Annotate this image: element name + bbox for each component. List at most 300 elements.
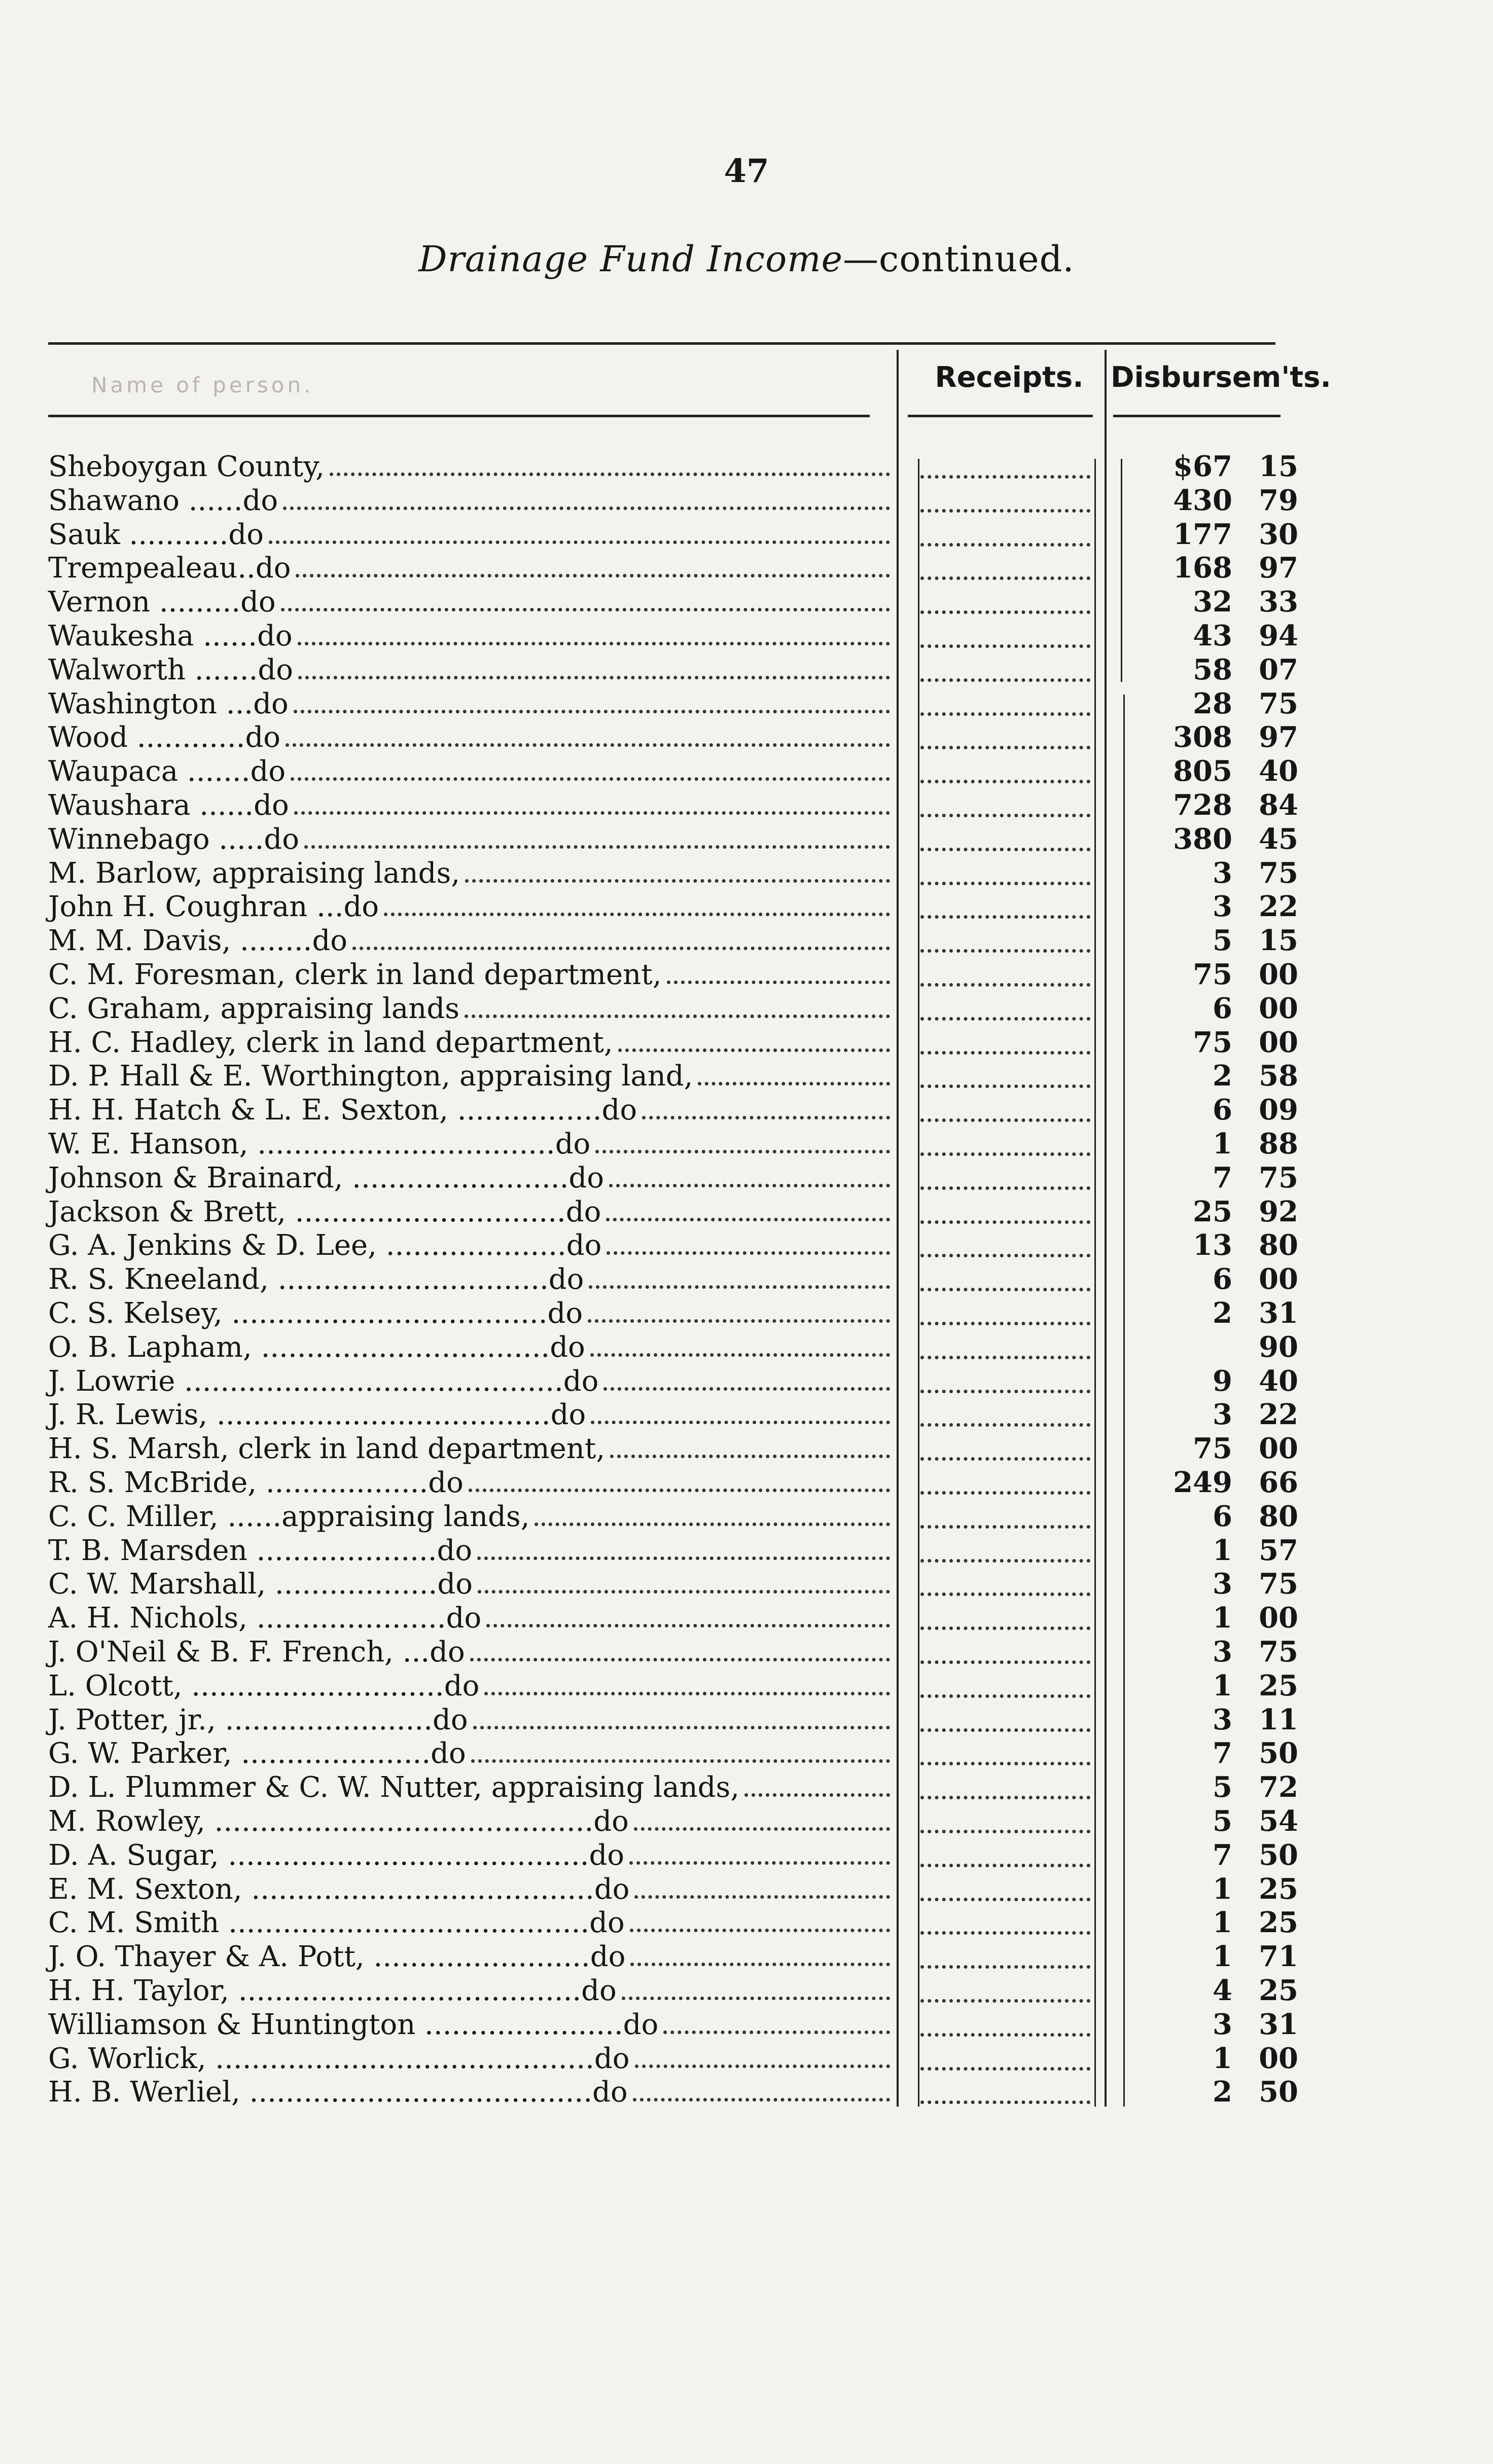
ledger-entry bbox=[48, 1973, 890, 2007]
amount-cents: 75 bbox=[1259, 1161, 1298, 1194]
entry-name: J. O'Neil & B. F. French, ...do bbox=[48, 1636, 465, 1669]
entry-name: E. M. Sexton, ......................................do bbox=[48, 1873, 630, 1906]
receipts-dot-leader bbox=[920, 1999, 1090, 2003]
amount-cents: 84 bbox=[1259, 788, 1298, 822]
entry-name: John H. Coughran ...do bbox=[48, 890, 379, 923]
entry-name: O. B. Lapham, ................................do bbox=[48, 1331, 585, 1364]
amount-dollars: 28 bbox=[1193, 687, 1232, 720]
header-rule-names bbox=[48, 415, 870, 417]
receipts-dot-leader bbox=[920, 1626, 1090, 1630]
entry-name: Vernon .........do bbox=[48, 586, 276, 619]
ledger-entry bbox=[48, 1837, 890, 1872]
entry-name: Waushara ......do bbox=[48, 789, 289, 822]
entry-name: Washington ...do bbox=[48, 687, 289, 720]
entry-name: C. C. Miller, ......appraising lands, bbox=[48, 1500, 530, 1533]
dot-leader bbox=[465, 879, 890, 883]
amount-dollars: 249 bbox=[1173, 1466, 1232, 1499]
receipts-dot-leader bbox=[920, 1762, 1090, 1765]
ledger-entry bbox=[48, 1871, 890, 1906]
disbursement-amount bbox=[1126, 1533, 1319, 1567]
amount-dollars: 3 bbox=[1213, 1567, 1232, 1601]
disbursement-amount bbox=[1126, 1261, 1319, 1296]
amount-dollars: 32 bbox=[1193, 585, 1232, 619]
amount-dollars: $67 bbox=[1173, 450, 1232, 483]
disbursement-amount bbox=[1126, 2007, 1319, 2041]
amount-dollars: 1 bbox=[1213, 1534, 1232, 1567]
ledger-entry bbox=[48, 991, 890, 1025]
page-title-italic: Drainage Fund Income bbox=[418, 238, 843, 280]
ledger-entry bbox=[48, 1939, 890, 1973]
ledger-entry bbox=[48, 889, 890, 923]
amount-cents: 40 bbox=[1259, 1364, 1298, 1398]
ledger-entry bbox=[48, 1803, 890, 1838]
disbursement-amount bbox=[1126, 1194, 1319, 1228]
amount-cents: 75 bbox=[1259, 1635, 1298, 1669]
dot-leader bbox=[473, 1726, 890, 1729]
receipts-dot-leader bbox=[920, 1322, 1090, 1325]
amount-cents: 79 bbox=[1259, 484, 1298, 517]
receipts-dot-leader bbox=[920, 1525, 1090, 1529]
receipts-dot-leader bbox=[920, 576, 1090, 580]
dot-leader bbox=[330, 473, 890, 476]
receipts-dot-leader bbox=[920, 1898, 1090, 1901]
ledger-entry bbox=[48, 686, 890, 720]
disbursement-amount bbox=[1126, 1769, 1319, 1804]
column-divider-receipts-right bbox=[1105, 350, 1107, 2107]
ledger-entry bbox=[48, 1769, 890, 1804]
amount-cents: 97 bbox=[1259, 720, 1298, 754]
ledger-entry bbox=[48, 855, 890, 890]
amount-dollars: 6 bbox=[1213, 992, 1232, 1025]
receipts-dot-leader bbox=[920, 678, 1090, 682]
header-rule-disbursements bbox=[1113, 415, 1281, 417]
entry-name: C. M. Smith ........................................do bbox=[48, 1906, 625, 1939]
amount-cents: 00 bbox=[1259, 1026, 1298, 1059]
receipts-dot-leader bbox=[920, 1017, 1090, 1021]
amount-cents: 97 bbox=[1259, 551, 1298, 585]
dot-leader bbox=[589, 1285, 890, 1289]
amount-dollars: 25 bbox=[1193, 1195, 1232, 1228]
ledger-entry bbox=[48, 1160, 890, 1194]
disbursement-amount bbox=[1126, 1363, 1319, 1398]
page-title-continued: —continued. bbox=[843, 238, 1075, 280]
entry-name: M. Rowley, ..........................................do bbox=[48, 1805, 629, 1838]
receipts-inner-rule-left bbox=[918, 459, 919, 2107]
disbursement-amount bbox=[1126, 1600, 1319, 1635]
dot-leader bbox=[477, 1556, 890, 1560]
dot-leader bbox=[298, 642, 890, 645]
amount-cents: 00 bbox=[1259, 1601, 1298, 1635]
ledger-entry bbox=[48, 719, 890, 754]
receipts-dot-leader bbox=[920, 983, 1090, 987]
disbursement-amount bbox=[1126, 1397, 1319, 1431]
disbursement-amount bbox=[1126, 1092, 1319, 1127]
disbursement-amount bbox=[1126, 1905, 1319, 1939]
ledger-entry bbox=[48, 1295, 890, 1330]
disbursement-amount bbox=[1126, 1126, 1319, 1161]
amount-dollars: 1 bbox=[1213, 1127, 1232, 1161]
entry-name: Jackson & Brett, ..............................do bbox=[48, 1195, 601, 1228]
receipts-dot-leader bbox=[920, 1152, 1090, 1156]
amount-dollars: 6 bbox=[1213, 1093, 1232, 1127]
disbursement-amount bbox=[1126, 686, 1319, 720]
amount-dollars: 3 bbox=[1213, 856, 1232, 890]
dot-leader bbox=[609, 1184, 890, 1187]
receipts-dot-leader bbox=[920, 1559, 1090, 1563]
amount-cents: 33 bbox=[1259, 585, 1298, 619]
amount-cents: 50 bbox=[1259, 2075, 1298, 2109]
dot-leader bbox=[642, 1116, 890, 1119]
amount-dollars: 75 bbox=[1193, 958, 1232, 991]
disbursement-amount bbox=[1126, 1431, 1319, 1465]
dot-leader bbox=[352, 947, 890, 950]
disbursement-amount bbox=[1126, 1160, 1319, 1194]
entry-name: Winnebago .....do bbox=[48, 823, 299, 856]
dot-leader bbox=[281, 608, 890, 611]
amount-dollars: 7 bbox=[1213, 1736, 1232, 1770]
receipts-dot-leader bbox=[920, 1356, 1090, 1359]
disbursement-amount bbox=[1126, 821, 1319, 856]
ledger-entry bbox=[48, 787, 890, 822]
entry-name: L. Olcott, ............................do bbox=[48, 1670, 480, 1702]
amount-cents: 50 bbox=[1259, 1736, 1298, 1770]
entry-name: C. M. Foresman, clerk in land department, bbox=[48, 958, 662, 991]
disbursement-amount bbox=[1126, 1499, 1319, 1533]
dot-leader bbox=[629, 1861, 890, 1865]
disbursement-amount bbox=[1126, 2074, 1319, 2109]
ledger-entry bbox=[48, 1431, 890, 1465]
disbursements-bracket-lower bbox=[1123, 695, 1125, 2107]
column-divider-receipts-left bbox=[897, 350, 899, 2107]
receipts-dot-leader bbox=[920, 1457, 1090, 1461]
amount-dollars: 43 bbox=[1193, 619, 1232, 653]
disbursement-amount bbox=[1126, 1329, 1319, 1364]
dot-leader bbox=[635, 2064, 891, 2068]
ledger-entry bbox=[48, 1363, 890, 1398]
amount-cents: 22 bbox=[1259, 1398, 1298, 1431]
disbursement-amount bbox=[1126, 517, 1319, 551]
ledger-entry bbox=[48, 1668, 890, 1702]
dot-leader bbox=[591, 1421, 890, 1424]
entry-name: Sheboygan County, bbox=[48, 450, 325, 483]
amount-dollars: 9 bbox=[1213, 1364, 1232, 1398]
amount-cents: 75 bbox=[1259, 856, 1298, 890]
ledger-entry bbox=[48, 1261, 890, 1296]
amount-cents: 00 bbox=[1259, 958, 1298, 991]
disbursement-amount bbox=[1126, 1871, 1319, 1906]
dot-leader bbox=[384, 913, 890, 916]
disbursement-amount bbox=[1126, 855, 1319, 890]
ledger-entry bbox=[48, 1058, 890, 1093]
ledger-entry bbox=[48, 1735, 890, 1770]
amount-cents: 15 bbox=[1259, 450, 1298, 483]
disbursement-amount bbox=[1126, 1465, 1319, 1499]
faded-column-heading: Name of person. bbox=[91, 373, 314, 397]
entry-name: J. R. Lewis, .....................................do bbox=[48, 1398, 586, 1431]
amount-cents: 22 bbox=[1259, 890, 1298, 923]
amount-dollars: 13 bbox=[1193, 1228, 1232, 1262]
disbursement-amount bbox=[1126, 618, 1319, 653]
amount-cents: 25 bbox=[1259, 1974, 1298, 2007]
receipts-dot-leader bbox=[920, 848, 1090, 851]
receipts-dot-leader bbox=[920, 2033, 1090, 2037]
disbursement-amount bbox=[1126, 1668, 1319, 1702]
entry-name: R. S. Kneeland, ..............................do bbox=[48, 1263, 584, 1296]
disbursement-amount bbox=[1126, 652, 1319, 686]
ledger-entry bbox=[48, 1533, 890, 1567]
amount-cents: 54 bbox=[1259, 1804, 1298, 1838]
dot-leader bbox=[286, 743, 890, 747]
dot-leader bbox=[618, 1048, 890, 1052]
ledger-entry bbox=[48, 957, 890, 991]
disbursement-amount bbox=[1126, 1566, 1319, 1601]
dot-leader bbox=[606, 1218, 890, 1221]
entry-name: Sauk ...........do bbox=[48, 518, 264, 551]
amount-cents: 94 bbox=[1259, 619, 1298, 653]
ledger-entry bbox=[48, 1566, 890, 1601]
receipts-dot-leader bbox=[920, 1796, 1090, 1799]
disbursement-amount bbox=[1126, 1837, 1319, 1872]
amount-cents: 00 bbox=[1259, 992, 1298, 1025]
amount-cents: 25 bbox=[1259, 1872, 1298, 1906]
ledger-entry bbox=[48, 1227, 890, 1262]
disbursements-bracket-upper bbox=[1121, 459, 1122, 682]
entry-name: H. C. Hadley, clerk in land department, bbox=[48, 1026, 613, 1059]
dot-leader bbox=[667, 981, 890, 984]
entry-name: D. A. Sugar, ........................................do bbox=[48, 1839, 625, 1872]
page-title bbox=[0, 238, 1493, 280]
amount-dollars: 3 bbox=[1213, 1635, 1232, 1669]
amount-dollars: 308 bbox=[1173, 720, 1232, 754]
dot-leader bbox=[630, 1963, 890, 1966]
ledger-entry bbox=[48, 1905, 890, 1939]
amount-dollars: 3 bbox=[1213, 2008, 1232, 2041]
amount-cents: 92 bbox=[1259, 1195, 1298, 1228]
amount-dollars: 7 bbox=[1213, 1838, 1232, 1872]
amount-dollars: 1 bbox=[1213, 2042, 1232, 2075]
entry-name: H. S. Marsh, clerk in land department, bbox=[48, 1432, 606, 1465]
disbursement-amount bbox=[1126, 1058, 1319, 1093]
dot-leader bbox=[298, 676, 890, 679]
entry-name: J. O. Thayer & A. Pott, ........................do bbox=[48, 1940, 626, 1973]
dot-leader bbox=[744, 1793, 890, 1797]
entry-name: D. L. Plummer & C. W. Nutter, appraising lands, bbox=[48, 1771, 740, 1804]
ledger-entry bbox=[48, 2041, 890, 2075]
receipts-dot-leader bbox=[920, 509, 1090, 513]
amount-dollars: 1 bbox=[1213, 1906, 1232, 1939]
dot-leader bbox=[633, 2098, 890, 2101]
ledger-entry bbox=[48, 517, 890, 551]
ledger-entry bbox=[48, 1025, 890, 1059]
ledger-entry bbox=[48, 1634, 890, 1669]
amount-cents: 00 bbox=[1259, 1432, 1298, 1465]
dot-leader bbox=[610, 1455, 890, 1458]
amount-dollars: 430 bbox=[1173, 484, 1232, 517]
amount-dollars: 168 bbox=[1173, 551, 1232, 585]
amount-cents: 30 bbox=[1259, 518, 1298, 551]
disbursement-amount bbox=[1126, 1025, 1319, 1059]
amount-cents: 09 bbox=[1259, 1093, 1298, 1127]
receipts-dot-leader bbox=[920, 543, 1090, 547]
receipts-dot-leader bbox=[920, 1118, 1090, 1122]
amount-dollars: 4 bbox=[1213, 1974, 1232, 2007]
amount-cents: 57 bbox=[1259, 1534, 1298, 1567]
entry-name: M. Barlow, appraising lands, bbox=[48, 857, 460, 890]
disbursement-amount bbox=[1126, 483, 1319, 517]
receipts-dot-leader bbox=[920, 780, 1090, 783]
dot-leader bbox=[471, 1759, 890, 1763]
receipts-dot-leader bbox=[920, 1491, 1090, 1495]
ledger-entry bbox=[48, 1194, 890, 1228]
receipts-dot-leader bbox=[920, 1660, 1090, 1664]
dot-leader bbox=[698, 1082, 890, 1085]
dot-leader bbox=[603, 1387, 890, 1391]
disbursement-amount bbox=[1126, 1973, 1319, 2007]
receipts-dot-leader bbox=[920, 746, 1090, 749]
entry-name: G. W. Parker, .....................do bbox=[48, 1737, 466, 1770]
disbursement-amount bbox=[1126, 1227, 1319, 1262]
disbursement-amount bbox=[1126, 1803, 1319, 1838]
dot-leader bbox=[296, 574, 890, 577]
dot-leader bbox=[294, 811, 890, 815]
dot-leader bbox=[484, 1692, 890, 1695]
dot-leader bbox=[607, 1251, 890, 1255]
receipts-dot-leader bbox=[920, 2100, 1090, 2104]
amount-cents: 80 bbox=[1259, 1500, 1298, 1533]
receipts-dot-leader bbox=[920, 644, 1090, 648]
amount-dollars: 6 bbox=[1213, 1500, 1232, 1533]
receipts-inner-rule-right bbox=[1094, 459, 1096, 2107]
entry-name: T. B. Marsden ....................do bbox=[48, 1534, 473, 1567]
ledger-entry bbox=[48, 483, 890, 517]
amount-dollars: 728 bbox=[1173, 788, 1232, 822]
amount-cents: 40 bbox=[1259, 754, 1298, 788]
receipts-dot-leader bbox=[920, 814, 1090, 817]
disbursement-amount bbox=[1126, 719, 1319, 754]
entry-name: W. E. Hanson, .................................do bbox=[48, 1128, 591, 1161]
ledger-entry bbox=[48, 1465, 890, 1499]
amount-cents: 72 bbox=[1259, 1770, 1298, 1804]
entry-name: H. B. Werliel, ......................................do bbox=[48, 2076, 628, 2109]
dot-leader bbox=[291, 777, 890, 781]
entry-name: J. Lowrie ..........................................do bbox=[48, 1365, 599, 1398]
ledger-entry bbox=[48, 1126, 890, 1161]
dot-leader bbox=[283, 506, 890, 510]
amount-dollars: 805 bbox=[1173, 754, 1232, 788]
ledger-entry bbox=[48, 618, 890, 653]
receipts-dot-leader bbox=[920, 1592, 1090, 1596]
amount-cents: 07 bbox=[1259, 653, 1298, 686]
ledger-entry bbox=[48, 1600, 890, 1635]
disbursement-amount bbox=[1126, 1295, 1319, 1330]
amount-cents: 88 bbox=[1259, 1127, 1298, 1161]
ledger-entry bbox=[48, 1702, 890, 1736]
entry-name: D. P. Hall & E. Worthington, appraising land, bbox=[48, 1060, 693, 1093]
disbursement-amount bbox=[1126, 889, 1319, 923]
ledger-entry bbox=[48, 449, 890, 483]
dot-leader bbox=[535, 1523, 890, 1526]
entry-name: Waupaca .......do bbox=[48, 755, 286, 788]
disbursement-amount bbox=[1126, 923, 1319, 957]
dot-leader bbox=[486, 1624, 890, 1627]
receipts-dot-leader bbox=[920, 475, 1090, 479]
header-rule-receipts bbox=[908, 415, 1093, 417]
dot-leader bbox=[634, 1827, 890, 1831]
dot-leader bbox=[590, 1353, 890, 1357]
page-number: 47 bbox=[724, 152, 769, 190]
receipts-dot-leader bbox=[920, 610, 1090, 614]
amount-dollars: 3 bbox=[1213, 1398, 1232, 1431]
ledger-entry bbox=[48, 584, 890, 619]
amount-dollars: 3 bbox=[1213, 1703, 1232, 1736]
disbursement-amount bbox=[1126, 1735, 1319, 1770]
amount-cents: 45 bbox=[1259, 822, 1298, 856]
dot-leader bbox=[269, 540, 890, 544]
entry-name: Shawano ......do bbox=[48, 484, 278, 517]
ledger-entry bbox=[48, 821, 890, 856]
amount-cents: 75 bbox=[1259, 1567, 1298, 1601]
receipts-dot-leader bbox=[920, 1288, 1090, 1291]
amount-dollars: 3 bbox=[1213, 890, 1232, 923]
receipts-dot-leader bbox=[920, 1864, 1090, 1867]
entry-name: G. A. Jenkins & D. Lee, ....................do bbox=[48, 1229, 602, 1262]
receipts-dot-leader bbox=[920, 1186, 1090, 1190]
receipts-dot-leader bbox=[920, 1965, 1090, 1969]
table-top-rule bbox=[48, 342, 1275, 345]
dot-leader bbox=[622, 1997, 890, 2000]
amount-cents: 15 bbox=[1259, 924, 1298, 957]
dot-leader bbox=[469, 1489, 890, 1492]
entry-name: C. Graham, appraising lands bbox=[48, 992, 459, 1025]
entry-name: H. H. Taylor, ......................................do bbox=[48, 1974, 617, 2007]
ledger-entry bbox=[48, 1329, 890, 1364]
amount-cents: 50 bbox=[1259, 1838, 1298, 1872]
dot-leader bbox=[588, 1319, 890, 1323]
amount-cents: 58 bbox=[1259, 1059, 1298, 1093]
dot-leader bbox=[304, 845, 890, 849]
dot-leader bbox=[294, 710, 890, 713]
disbursement-amount bbox=[1126, 787, 1319, 822]
receipts-dot-leader bbox=[920, 712, 1090, 716]
amount-dollars: 5 bbox=[1213, 924, 1232, 957]
disbursement-amount bbox=[1126, 1939, 1319, 1973]
dot-leader bbox=[634, 1895, 890, 1899]
amount-dollars: 1 bbox=[1213, 1872, 1232, 1906]
amount-cents: 00 bbox=[1259, 1262, 1298, 1296]
receipts-dot-leader bbox=[920, 949, 1090, 953]
receipts-dot-leader bbox=[920, 1084, 1090, 1088]
amount-cents: 80 bbox=[1259, 1228, 1298, 1262]
ledger-entry bbox=[48, 1499, 890, 1533]
receipts-dot-leader bbox=[920, 915, 1090, 919]
amount-dollars: 1 bbox=[1213, 1601, 1232, 1635]
amount-cents: 66 bbox=[1259, 1466, 1298, 1499]
disbursement-amount bbox=[1126, 991, 1319, 1025]
amount-dollars: 1 bbox=[1213, 1940, 1232, 1973]
entry-name: A. H. Nichols, .....................do bbox=[48, 1602, 482, 1635]
dot-leader bbox=[470, 1658, 890, 1661]
disbursement-amount bbox=[1126, 1634, 1319, 1669]
amount-cents: 00 bbox=[1259, 2042, 1298, 2075]
amount-dollars: 2 bbox=[1213, 2075, 1232, 2109]
receipts-dot-leader bbox=[920, 882, 1090, 885]
dot-leader bbox=[465, 1014, 890, 1018]
receipts-dot-leader bbox=[920, 1728, 1090, 1732]
amount-cents: 90 bbox=[1259, 1330, 1298, 1364]
amount-dollars: 58 bbox=[1193, 653, 1232, 686]
receipts-dot-leader bbox=[920, 1254, 1090, 1257]
amount-cents: 25 bbox=[1259, 1906, 1298, 1939]
